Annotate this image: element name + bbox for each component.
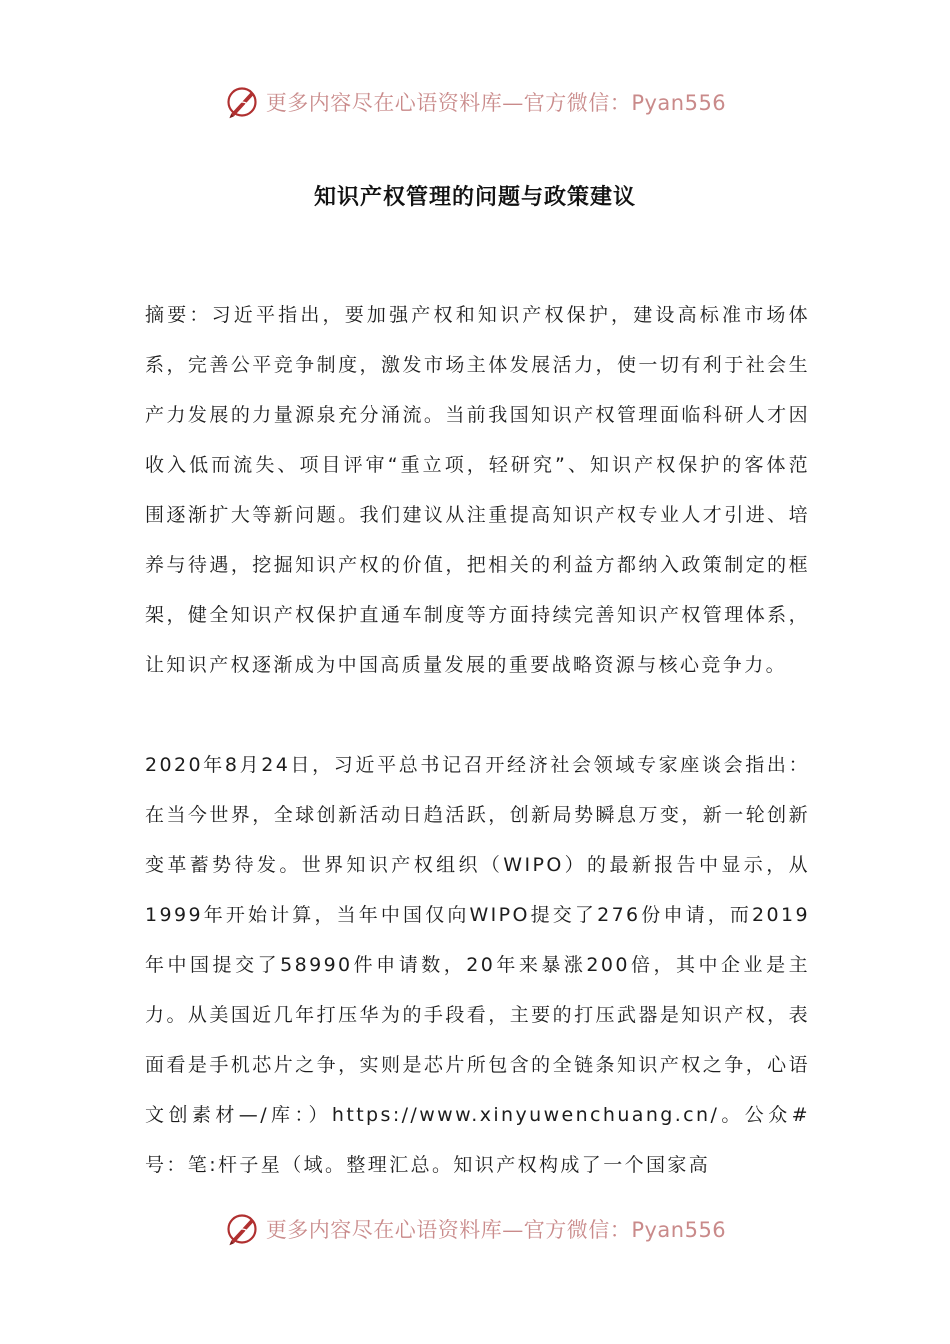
footer-banner-text (266, 1214, 726, 1244)
footer-banner-text-cn: 更多内容尽在心语资料库—官方微信： (265, 1218, 632, 1242)
body-paragraph: 2020年8月24日，习近平总书记召开经济社会领域专家座谈会指出：在当今世界，全球创新活动日趋活跃，创新局势瞬息万变，新一轮创新变革蓄势待发。世界知识产权组织（WIPO）的最新报告中显示，从1999年开始计算，当年中国仅向WIPO提交了276份申请，而2019年中国提交了58990件申请数，20年来暴涨200倍，其中企业是主力。从美国近几年打压华为的手段看，主要的打压武器是知识产权，表面看是手机芯片之争，实则是芯片所包含的全链条知识产权之争，心语文创素材—/库：）https://www.xinyuwenchuang.cn/。公众#号：笔:杆子星（域。整理汇总。知识产权构成了一个国家高 (145, 754, 810, 1176)
abstract-section (145, 290, 810, 690)
pen-logo-icon (224, 84, 260, 120)
header-banner (0, 82, 950, 122)
body-section (145, 740, 810, 1190)
abstract-paragraph: 摘要：习近平指出，要加强产权和知识产权保护，建设高标准市场体系，完善公平竞争制度，激发市场主体发展活力，使一切有利于社会生产力发展的力量源泉充分涌流。当前我国知识产权管理面临科研人才因收入低而流失、项目评审“重立项，轻研究”、知识产权保护的客体范围逐渐扩大等新问题。我们建议从注重提高知识产权专业人才引进、培养与待遇，挖掘知识产权的价值，把相关的利益方都纳入政策制定的框架，健全知识产权保护直通车制度等方面持续完善知识产权管理体系，让知识产权逐渐成为中国高质量发展的重要战略资源与核心竞争力。 (145, 304, 810, 676)
footer-banner-wechat-id: Pyan556 (631, 1218, 727, 1242)
footer-banner (0, 1209, 950, 1249)
header-banner-text (266, 87, 726, 117)
page-title: 知识产权管理的问题与政策建议 (313, 185, 636, 210)
header-banner-wechat-id: Pyan556 (631, 91, 727, 115)
pen-logo-icon (224, 1211, 260, 1247)
header-banner-text-cn: 更多内容尽在心语资料库—官方微信： (265, 91, 632, 115)
